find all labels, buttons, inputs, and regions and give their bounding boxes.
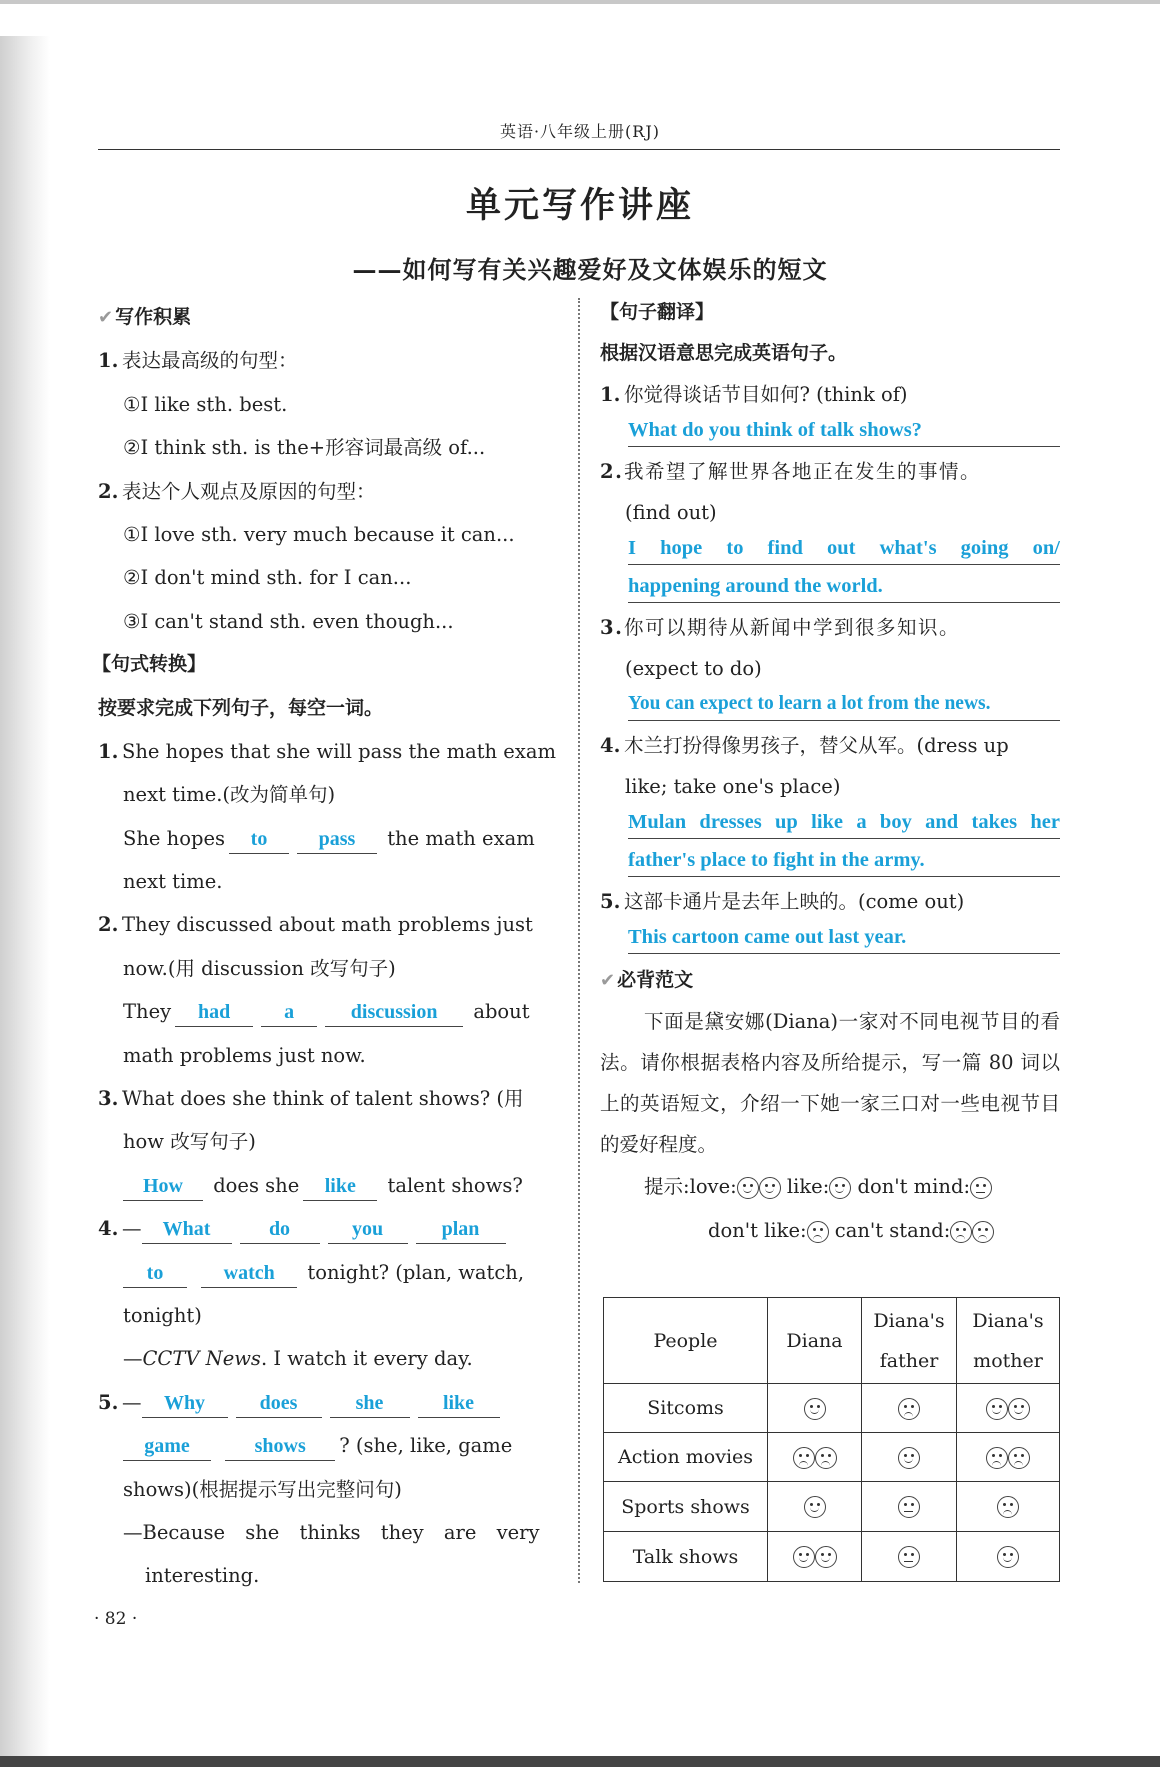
q2-line-b: now.(用 discussion 改写句子) [123,956,396,980]
answer-blank: to [123,1259,187,1288]
q3-line-b: how 改写句子) [123,1130,256,1154]
t1-answer: What do you think of talk shows? [628,415,1060,447]
rating-cell [862,1532,957,1582]
t4-answer-b: father's place to fight in the army. [628,845,1060,877]
page-edge-shadow [0,36,50,1756]
accumulation-heading: ✔ 写作积累 [98,306,192,328]
page-title: 单元写作讲座 [465,186,694,226]
smile-face-icon [997,1546,1019,1568]
bottom-border [0,1756,1160,1767]
answer-blank: does [236,1389,322,1418]
table-row [604,1532,1060,1582]
accum-item-2c: ③I can't stand sth. even though... [123,609,454,633]
accum-item-2a: ①I love sth. very much because it can... [123,522,515,546]
left-column [92,296,557,1598]
answer-blank: you [328,1215,408,1244]
accum-item-1a: ①I like sth. best. [123,392,288,416]
answer-blank: game [123,1432,211,1461]
check-icon: ✔ [600,970,616,991]
q5-line-a: 5. — Why does she like [98,1381,557,1424]
right-column [600,292,1060,1253]
transform-heading: 【句式转换】 [92,653,207,676]
t1-question: 1. 你觉得谈话节目如何? (think of) [600,383,908,406]
check-icon: ✔ [98,307,114,328]
q2-line-a: 2. They discussed about math problems just [98,913,533,937]
q2-line-c: They had a discussion about [98,990,557,1033]
answer-blank: like [418,1389,500,1418]
dont-mind-face-icon [970,1177,992,1199]
row-label: Sitcoms [604,1384,768,1433]
q3-line-c: How does she like talent shows? [98,1164,557,1207]
frown-face-icon [815,1447,837,1469]
frown-face-icon [898,1398,920,1420]
rating-cell [957,1384,1060,1433]
t5-answer: This cartoon came out last year. [628,922,1060,954]
answer-blank: discussion [325,998,463,1027]
q5-line-b: game shows ? (she, like, game [98,1424,557,1467]
q2-line-d: math problems just now. [123,1043,366,1067]
top-border [0,0,1160,4]
t2-question-b: (find out) [625,501,717,524]
smile-face-icon [1008,1398,1030,1420]
like-face-icon [829,1177,851,1199]
row-label: Action movies [604,1433,768,1482]
answer-blank: to [229,825,289,854]
answer-blank: What [142,1215,232,1244]
rating-cell [768,1532,862,1582]
answer-blank: shows [225,1432,335,1461]
q1-line-d: next time. [123,870,223,894]
table-row [604,1384,1060,1433]
smile-face-icon [986,1398,1008,1420]
love-face-icon [759,1177,781,1199]
neutral-face-icon [898,1496,920,1518]
q4-line-c: tonight) [123,1303,202,1327]
answer-blank: do [240,1215,320,1244]
model-essay-heading: ✔ 必背范文 [600,969,694,991]
preferences-table [603,1297,1060,1582]
frown-face-icon [793,1447,815,1469]
page-subtitle: ——如何写有关兴趣爱好及文体娱乐的短文 [352,255,828,284]
table-header-cell: Diana's father [862,1298,957,1384]
rating-cell [957,1433,1060,1482]
q1-line-a: 1. She hopes that she will pass the math exam [98,739,556,763]
rating-cell [957,1532,1060,1582]
answer-blank: plan [416,1215,506,1244]
answer-blank: Why [142,1389,228,1418]
row-label: Talk shows [604,1532,768,1582]
table-header-cell: People [604,1298,768,1384]
smile-face-icon [815,1546,837,1568]
model-essay-prompt: 下面是黛安娜(Diana)一家对不同电视节目的看法。请你根据表格内容及所给提示，写一篇 80 词以上的英语短文，介绍一下她一家三口对一些电视节目的爱好程度。 [600,1010,1060,1156]
accum-item-1: 1. 表达最高级的句型： [98,349,298,373]
t2-answer-a: I hope to find out what's going on/ [628,533,1060,565]
running-header: 英语·八年级上册(RJ) [499,122,661,141]
smile-face-icon [793,1546,815,1568]
answer-blank: pass [297,825,377,854]
t4-answer-a: Mulan dresses up like a boy and takes her [628,807,1060,839]
q3-line-a: 3. What does she think of talent shows? (用 [98,1087,524,1111]
frown-face-icon [997,1496,1019,1518]
q5-line-c: shows)(根据提示写出完整问句) [123,1477,402,1501]
t5-question: 5. 这部卡通片是去年上映的。(come out) [600,890,965,913]
table-header-cell: Diana [768,1298,862,1384]
frown-face-icon [1008,1447,1030,1469]
cant-stand-face-icon [950,1221,972,1243]
smile-face-icon [898,1447,920,1469]
header-rule [98,149,1060,150]
hint-line-1: 提示:love: like: don't mind: [600,1165,1060,1209]
table-row [604,1482,1060,1532]
rating-cell [768,1384,862,1433]
transform-instructions: 按要求完成下列句子，每空一词。 [98,696,384,719]
q4-line-d: —CCTV News. I watch it every day. [123,1347,473,1371]
q4-line-a: 4. — What do you plan [98,1207,557,1250]
t3-question-a: 3.你可以期待从新闻中学到很多知识。 [600,616,961,639]
translate-instructions: 根据汉语意思完成英语句子。 [600,342,848,364]
row-label: Sports shows [604,1482,768,1532]
smile-face-icon [804,1496,826,1518]
rating-cell [768,1433,862,1482]
dont-like-face-icon [807,1221,829,1243]
table-header-cell: Diana's mother [957,1298,1060,1384]
translate-heading: 【句子翻译】 [600,301,715,323]
t4-question-b: like; take one's place) [625,775,841,798]
answer-blank: How [123,1172,203,1201]
q4-line-b: to watch tonight? (plan, watch, [98,1251,557,1294]
answer-blank: had [175,998,253,1027]
table-row [604,1433,1060,1482]
q1-line-c: She hopes to pass the math exam [98,817,557,860]
smile-face-icon [804,1398,826,1420]
cant-stand-face-icon [972,1221,994,1243]
accum-item-2: 2. 表达个人观点及原因的句型： [98,479,376,503]
t4-question-a: 4. 木兰打扮得像男孩子，替父从军。(dress up [600,734,1009,757]
t3-question-b: (expect to do) [625,657,762,680]
rating-cell [862,1482,957,1532]
answer-blank: a [261,998,317,1027]
q5-line-d: —Because she thinks they are very [123,1520,540,1544]
rating-cell [957,1482,1060,1532]
frown-face-icon [986,1447,1008,1469]
accum-item-1b: ②I think sth. is the+形容词最高级 of... [123,436,486,460]
column-divider [578,298,580,1583]
t2-question-a: 2.我希望了解世界各地正在发生的事情。 [600,460,982,483]
table-header-row [604,1298,1060,1384]
rating-cell [862,1384,957,1433]
answer-blank: watch [201,1259,297,1288]
rating-cell [862,1433,957,1482]
accum-item-2b: ②I don't mind sth. for I can... [123,566,412,590]
answer-blank: she [330,1389,410,1418]
q5-line-e: interesting. [145,1564,260,1588]
love-face-icon [737,1177,759,1199]
answer-blank: like [303,1172,377,1201]
t2-answer-b: happening around the world. [628,571,1060,603]
neutral-face-icon [898,1546,920,1568]
t3-answer: You can expect to learn a lot from the news. [628,689,1060,721]
rating-cell [768,1482,862,1532]
q1-line-b: next time.(改为简单句) [123,783,336,807]
hint-line-2: don't like: can't stand: [600,1209,1060,1253]
page-number: · 82 · [94,1609,138,1629]
